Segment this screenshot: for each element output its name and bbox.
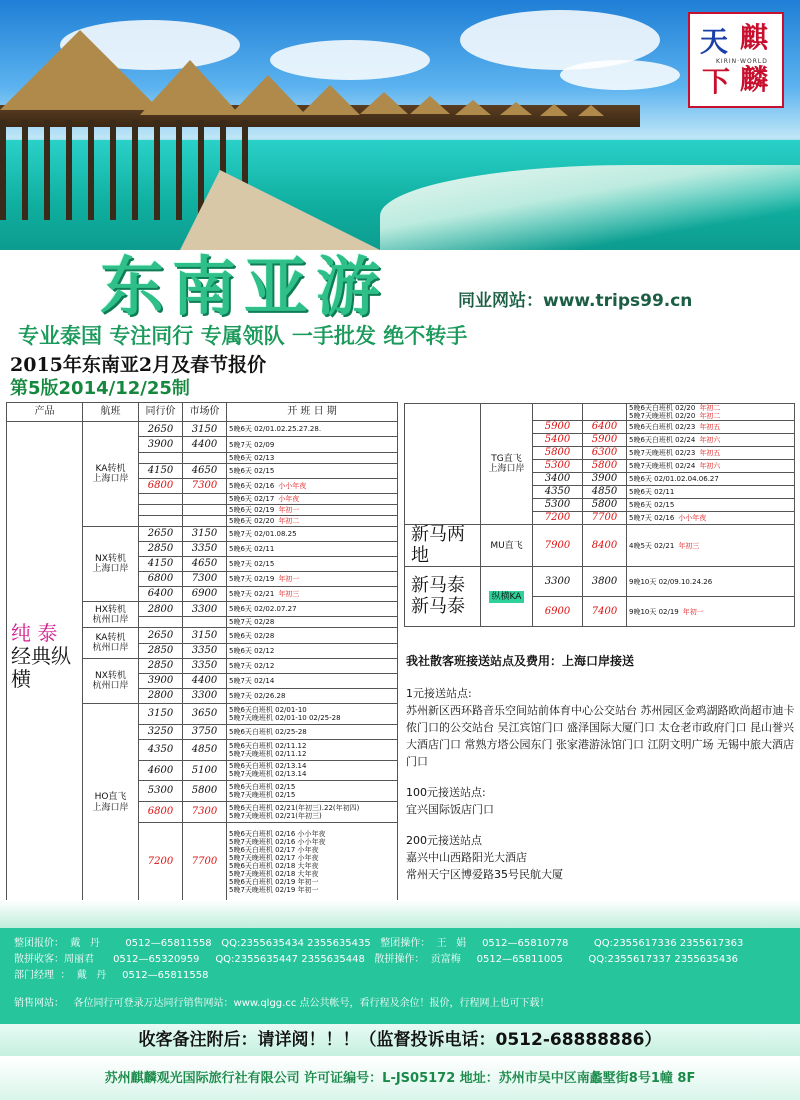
trade-price bbox=[139, 504, 183, 515]
sales-website-line: 销售网站： 各位同行可登录万达同行销售网站：www.qlgg.cc 点公共帐号，看行程及余位！报价，行程网上也可下载！ bbox=[14, 998, 550, 1009]
trade-price: 4600 bbox=[139, 760, 183, 781]
product-cell bbox=[405, 567, 481, 627]
divider-strip bbox=[0, 900, 800, 928]
table-row bbox=[405, 404, 795, 421]
date-cell bbox=[227, 602, 398, 617]
trade-price bbox=[533, 404, 583, 421]
date-text: 5晚6天白班机 02/23 bbox=[629, 423, 696, 432]
market-price: 7700 bbox=[183, 822, 227, 901]
date-text: 5晚7天 02/01.08.25 bbox=[229, 529, 297, 538]
trade-price: 5300 bbox=[533, 460, 583, 473]
market-price: 6400 bbox=[583, 421, 627, 434]
market-price: 3900 bbox=[583, 473, 627, 486]
trade-price: 7200 bbox=[139, 822, 183, 901]
trade-price: 6800 bbox=[139, 571, 183, 586]
date-cell bbox=[227, 688, 398, 703]
holiday-note: 小小年夜 bbox=[278, 481, 307, 490]
date-cell bbox=[627, 499, 795, 512]
date-cell bbox=[627, 473, 795, 486]
market-price: 5800 bbox=[183, 781, 227, 802]
market-price: 3350 bbox=[183, 658, 227, 673]
date-text: 5晚6天 02/19 bbox=[229, 505, 275, 514]
market-price: 5800 bbox=[583, 460, 627, 473]
product-cell bbox=[7, 422, 83, 902]
market-price: 4850 bbox=[183, 739, 227, 760]
contact-line-2: 散拼收客：周丽君 0512—65320959 QQ:2355635447 2355635448 散拼操作： 贡富梅 0512—65811005 QQ:2355617337 2355635436 bbox=[14, 954, 738, 965]
table-header bbox=[7, 403, 398, 422]
holiday-note: 年初一 bbox=[278, 575, 300, 584]
flight-cell: MU直飞 bbox=[481, 525, 533, 567]
shuttle-heading: 我社散客班接送站点及费用：上海口岸接送 bbox=[406, 654, 635, 668]
flight-cell: TG直飞 上海口岸 bbox=[481, 404, 533, 525]
market-price: 3350 bbox=[183, 643, 227, 658]
date-text: 5晚7天 02/16 bbox=[629, 514, 675, 523]
flight-cell: NX转机 杭州口岸 bbox=[83, 658, 139, 703]
product-name: 新马泰 bbox=[411, 575, 465, 597]
market-price: 5800 bbox=[583, 499, 627, 512]
date-text: 5晚7天晚班机 02/24 bbox=[629, 462, 696, 471]
shuttle-200yuan-title: 200元接送站点 bbox=[406, 834, 482, 847]
trade-price: 5800 bbox=[533, 447, 583, 460]
date-text: 5晚7天 02/26.28 bbox=[229, 692, 286, 700]
date-text: 5晚7天 02/15 bbox=[229, 559, 275, 568]
date-cell bbox=[627, 525, 795, 567]
date-cell bbox=[627, 404, 795, 421]
trade-price: 3900 bbox=[139, 437, 183, 452]
date-text: 5晚6天 02/28 bbox=[229, 631, 275, 640]
trade-price: 3150 bbox=[139, 704, 183, 725]
date-cell bbox=[227, 587, 398, 602]
date-cell bbox=[227, 571, 398, 586]
date-text: 5晚7天 02/12 bbox=[229, 661, 275, 670]
slogan: 专业泰国 专注同行 专属领队 一手批发 绝不转手 bbox=[18, 324, 468, 348]
holiday-note: 年初一 bbox=[278, 505, 300, 514]
market-price bbox=[183, 504, 227, 515]
date-cell bbox=[227, 493, 398, 504]
trade-price: 2800 bbox=[139, 688, 183, 703]
trade-price: 6800 bbox=[139, 801, 183, 822]
date-text: 5晚6天 02/02.07.27 bbox=[229, 605, 297, 614]
product-name: 新马泰 bbox=[411, 595, 465, 617]
date-text: 9晚10天 02/19 bbox=[629, 607, 679, 616]
date-cell bbox=[227, 801, 398, 822]
flight-cell: KA转机 上海口岸 bbox=[83, 422, 139, 526]
date-cell bbox=[227, 673, 398, 688]
flight-cell bbox=[481, 567, 533, 627]
trade-price: 7900 bbox=[533, 525, 583, 567]
date-text: 5晚7天 02/28 bbox=[229, 618, 275, 627]
date-cell bbox=[227, 739, 398, 760]
trade-price: 5900 bbox=[533, 421, 583, 434]
date-cell bbox=[227, 704, 398, 725]
flight-cell: HO直飞 上海口岸 bbox=[83, 704, 139, 902]
date-text: 5晚6天白班机 02/25-28 bbox=[229, 727, 307, 736]
trade-price: 3300 bbox=[533, 567, 583, 597]
market-price: 3150 bbox=[183, 628, 227, 643]
holiday-note: 年初二 bbox=[699, 404, 721, 412]
trade-price: 2800 bbox=[139, 602, 183, 617]
market-price: 7300 bbox=[183, 478, 227, 493]
table-row bbox=[405, 567, 795, 597]
hero-image bbox=[0, 0, 800, 250]
company-info: 苏州麒麟观光国际旅行社有限公司 许可证编号：L-JS05172 地址：苏州市吴中区南蠡墅街8号1幢 8F bbox=[0, 1058, 800, 1100]
price-table-left bbox=[6, 402, 398, 902]
holiday-note: 年初六 bbox=[699, 436, 721, 445]
shuttle-1yuan bbox=[406, 685, 796, 770]
market-price: 3750 bbox=[183, 724, 227, 739]
date-text: 5晚7天 02/09 bbox=[229, 440, 275, 449]
date-cell bbox=[627, 486, 795, 499]
date-text: 5晚6天 02/15 bbox=[629, 501, 675, 510]
market-price: 4650 bbox=[183, 556, 227, 571]
holiday-note: 年初二 bbox=[699, 412, 721, 421]
market-price: 3350 bbox=[183, 541, 227, 556]
trade-price: 2850 bbox=[139, 541, 183, 556]
shuttle-100yuan-body: 宜兴国际饭店门口 bbox=[406, 803, 494, 816]
market-price bbox=[583, 404, 627, 421]
headline: 2015年东南亚2月及春节报价 bbox=[10, 354, 267, 376]
trade-price: 5300 bbox=[139, 781, 183, 802]
trade-price: 2650 bbox=[139, 526, 183, 541]
table-row bbox=[7, 422, 398, 437]
date-cell bbox=[227, 781, 398, 802]
holiday-note: 年初三 bbox=[678, 541, 700, 550]
date-cell bbox=[227, 437, 398, 452]
date-text: 5晚6天白班机 02/20 bbox=[629, 404, 696, 412]
date-cell bbox=[627, 421, 795, 434]
trade-price: 4150 bbox=[139, 463, 183, 478]
market-price: 3150 bbox=[183, 422, 227, 437]
market-price bbox=[183, 515, 227, 526]
holiday-note: 年初一 bbox=[682, 607, 704, 616]
date-cell bbox=[227, 422, 398, 437]
date-text: 5晚7天 02/19 bbox=[229, 575, 275, 584]
holiday-note: 年初二 bbox=[278, 516, 300, 525]
market-price: 6300 bbox=[583, 447, 627, 460]
date-cell bbox=[227, 452, 398, 463]
trade-price: 2850 bbox=[139, 658, 183, 673]
product-name: 纯 泰 bbox=[11, 621, 58, 646]
date-cell bbox=[227, 526, 398, 541]
market-price: 7300 bbox=[183, 571, 227, 586]
date-cell bbox=[227, 617, 398, 628]
date-text: 5晚6天 02/11 bbox=[229, 544, 275, 553]
holiday-note: 小小年夜 bbox=[678, 514, 707, 523]
main-title: 东南亚游 bbox=[100, 250, 388, 325]
date-text: 5晚6天白班机 02/21(年初三).22(年初四) 5晚7天晚班机 02/21(年初三) bbox=[229, 803, 360, 820]
date-cell bbox=[227, 760, 398, 781]
product-subname: 经典纵横 bbox=[11, 644, 71, 692]
date-text: 5晚6天 02/16 bbox=[229, 481, 275, 490]
header-flight: 航班 bbox=[83, 403, 139, 422]
date-text: 5晚7天晚班机 02/23 bbox=[629, 449, 696, 458]
date-text: 5晚6天 02/20 bbox=[229, 516, 275, 525]
market-price: 4650 bbox=[183, 463, 227, 478]
product-name: 新马两地 bbox=[405, 525, 481, 567]
date-cell bbox=[627, 447, 795, 460]
flight-cell: NX转机 上海口岸 bbox=[83, 526, 139, 602]
trade-price bbox=[139, 452, 183, 463]
date-text: 5晚6天 02/12 bbox=[229, 646, 275, 655]
market-price: 3650 bbox=[183, 704, 227, 725]
date-text: 5晚6天 02/11 bbox=[629, 488, 675, 497]
table-body bbox=[7, 422, 398, 902]
price-table-right bbox=[404, 403, 795, 627]
website-text: 同业网站：www.trips99.cn bbox=[458, 291, 693, 311]
market-price: 3150 bbox=[183, 526, 227, 541]
market-price: 3300 bbox=[183, 602, 227, 617]
date-text: 5晚7天晚班机 02/20 bbox=[629, 412, 696, 421]
market-price: 5100 bbox=[183, 760, 227, 781]
date-cell bbox=[627, 460, 795, 473]
date-text: 5晚6天 02/01.02.04.06.27 bbox=[629, 475, 719, 484]
edition: 第5版2014/12/25制 bbox=[10, 378, 190, 399]
date-text: 5晚7天 02/21 bbox=[229, 590, 275, 599]
holiday-note: 年初五 bbox=[699, 423, 721, 432]
empty-product-cell bbox=[405, 404, 481, 525]
market-price: 3800 bbox=[583, 567, 627, 597]
contact-line-3: 部门经理 ： 戴 丹 0512—65811558 bbox=[14, 970, 209, 981]
market-price: 8400 bbox=[583, 525, 627, 567]
contact-footer bbox=[0, 928, 800, 1024]
date-cell bbox=[227, 822, 398, 901]
trade-price bbox=[139, 493, 183, 504]
shuttle-100yuan-title: 100元接送站点: bbox=[406, 786, 486, 799]
market-price bbox=[183, 493, 227, 504]
date-text: 5晚6天白班机 02/13.14 5晚7天晚班机 02/13.14 bbox=[229, 762, 307, 779]
date-cell bbox=[227, 628, 398, 643]
trade-price: 4350 bbox=[139, 739, 183, 760]
date-cell bbox=[227, 724, 398, 739]
date-cell bbox=[227, 643, 398, 658]
date-cell bbox=[627, 434, 795, 447]
trade-price bbox=[139, 617, 183, 628]
flight-cell: KA转机 杭州口岸 bbox=[83, 628, 139, 658]
shuttle-100yuan bbox=[406, 784, 796, 818]
date-cell bbox=[227, 541, 398, 556]
header-product: 产品 bbox=[7, 403, 83, 422]
trade-price: 5400 bbox=[533, 434, 583, 447]
market-price: 4400 bbox=[183, 673, 227, 688]
trade-price: 2850 bbox=[139, 643, 183, 658]
trade-price: 2650 bbox=[139, 628, 183, 643]
table-row bbox=[405, 525, 795, 567]
market-price: 7400 bbox=[583, 597, 627, 627]
holiday-note: 年初六 bbox=[699, 462, 721, 471]
date-cell bbox=[227, 463, 398, 478]
date-text: 5晚6天白班机 02/15 5晚7天晚班机 02/15 bbox=[229, 783, 296, 800]
header-dates: 开 班 日 期 bbox=[227, 403, 398, 422]
date-text: 5晚6天白班机 02/11.12 5晚7天晚班机 02/11.12 bbox=[229, 741, 307, 758]
market-price: 6900 bbox=[183, 587, 227, 602]
date-text: 5晚7天 02/14 bbox=[229, 676, 275, 685]
date-text: 5晚6天 02/17 bbox=[229, 494, 275, 503]
date-text: 9晚10天 02/09.10.24.26 bbox=[629, 577, 713, 586]
date-text: 5晚6天 02/15 bbox=[229, 466, 275, 475]
flight-label: 纵横KA bbox=[489, 591, 525, 603]
header-trade-price: 同行价 bbox=[139, 403, 183, 422]
holiday-note: 年初五 bbox=[699, 449, 721, 458]
market-price: 7700 bbox=[583, 512, 627, 525]
trade-price bbox=[139, 515, 183, 526]
trade-price: 6800 bbox=[139, 478, 183, 493]
date-cell bbox=[227, 658, 398, 673]
table-body bbox=[405, 404, 795, 627]
market-price: 7300 bbox=[183, 801, 227, 822]
brand-logo: 天 麒 KIRIN·WORLD 下 麟 bbox=[688, 12, 784, 108]
flight-cell: HX转机 杭州口岸 bbox=[83, 602, 139, 628]
market-price: 4850 bbox=[583, 486, 627, 499]
date-cell bbox=[227, 478, 398, 493]
shuttle-200yuan-body: 嘉兴中山西路阳光大酒店 常州天宁区博爱路35号民航大厦 bbox=[406, 851, 563, 881]
trade-price: 2650 bbox=[139, 422, 183, 437]
trade-price: 3400 bbox=[533, 473, 583, 486]
trade-price: 6900 bbox=[533, 597, 583, 627]
date-cell bbox=[627, 512, 795, 525]
date-text: 5晚6天白班机 02/24 bbox=[629, 436, 696, 445]
holiday-note: 小年夜 bbox=[278, 494, 300, 503]
date-cell bbox=[627, 597, 795, 627]
trade-price: 3900 bbox=[139, 673, 183, 688]
market-price: 3300 bbox=[183, 688, 227, 703]
shuttle-1yuan-title: 1元接送站点: bbox=[406, 687, 472, 700]
market-price bbox=[183, 452, 227, 463]
market-price bbox=[183, 617, 227, 628]
market-price: 5900 bbox=[583, 434, 627, 447]
trade-price: 7200 bbox=[533, 512, 583, 525]
trade-price: 4350 bbox=[533, 486, 583, 499]
notice-bar: 收客备注附后：请详阅！！！（监督投诉电话：0512-68888886） bbox=[0, 1024, 800, 1056]
trade-price: 4150 bbox=[139, 556, 183, 571]
date-cell bbox=[227, 515, 398, 526]
date-text: 4晚5天 02/21 bbox=[629, 541, 675, 550]
shuttle-info bbox=[406, 652, 796, 897]
date-cell bbox=[227, 556, 398, 571]
date-cell bbox=[227, 504, 398, 515]
market-price: 4400 bbox=[183, 437, 227, 452]
trade-price: 6400 bbox=[139, 587, 183, 602]
trade-price: 5300 bbox=[533, 499, 583, 512]
trade-price: 3250 bbox=[139, 724, 183, 739]
date-text: 5晚6天白班机 02/16 小小年夜 5晚7天晚班机 02/16 小小年夜 5晚6天白班机 02/17 小年夜 5晚7天晚班机 02/17 小年夜 5晚6天白班机 02/18 大年夜 5晚7天晚班机 02/18 大年夜 5晚6天白班机 02/19 年初一 5晚7天晚班机 02/19 年初一 bbox=[229, 829, 326, 894]
contact-line-1: 整团报价： 戴 丹 0512—65811558 QQ:2355635434 2355635435 整团操作： 王 娟 0512—65810778 QQ:2355617336 2355617363 bbox=[14, 938, 744, 949]
header-market-price: 市场价 bbox=[183, 403, 227, 422]
shuttle-200yuan bbox=[406, 832, 796, 883]
date-text: 5晚6天 02/01.02.25.27.28. bbox=[229, 425, 322, 434]
holiday-note: 年初三 bbox=[278, 590, 300, 599]
date-cell bbox=[627, 567, 795, 597]
date-text: 5晚6天白班机 02/01-10 5晚7天晚班机 02/01-10 02/25-28 bbox=[229, 705, 341, 722]
date-text: 5晚6天 02/13 bbox=[229, 453, 275, 462]
shuttle-1yuan-body: 苏州新区西环路音乐空间站前体育中心公交站台 苏州园区金鸡湖路欧尚超市迪卡侬门口的公交站台 吴江宾馆门口 盛泽国际大厦门口 太仓老市政府门口 昆山誉兴大酒店门口 常熟方塔公园东门 张家港游泳馆门口 江阴文明广场 无锡中旅大酒店门口 bbox=[406, 704, 795, 768]
